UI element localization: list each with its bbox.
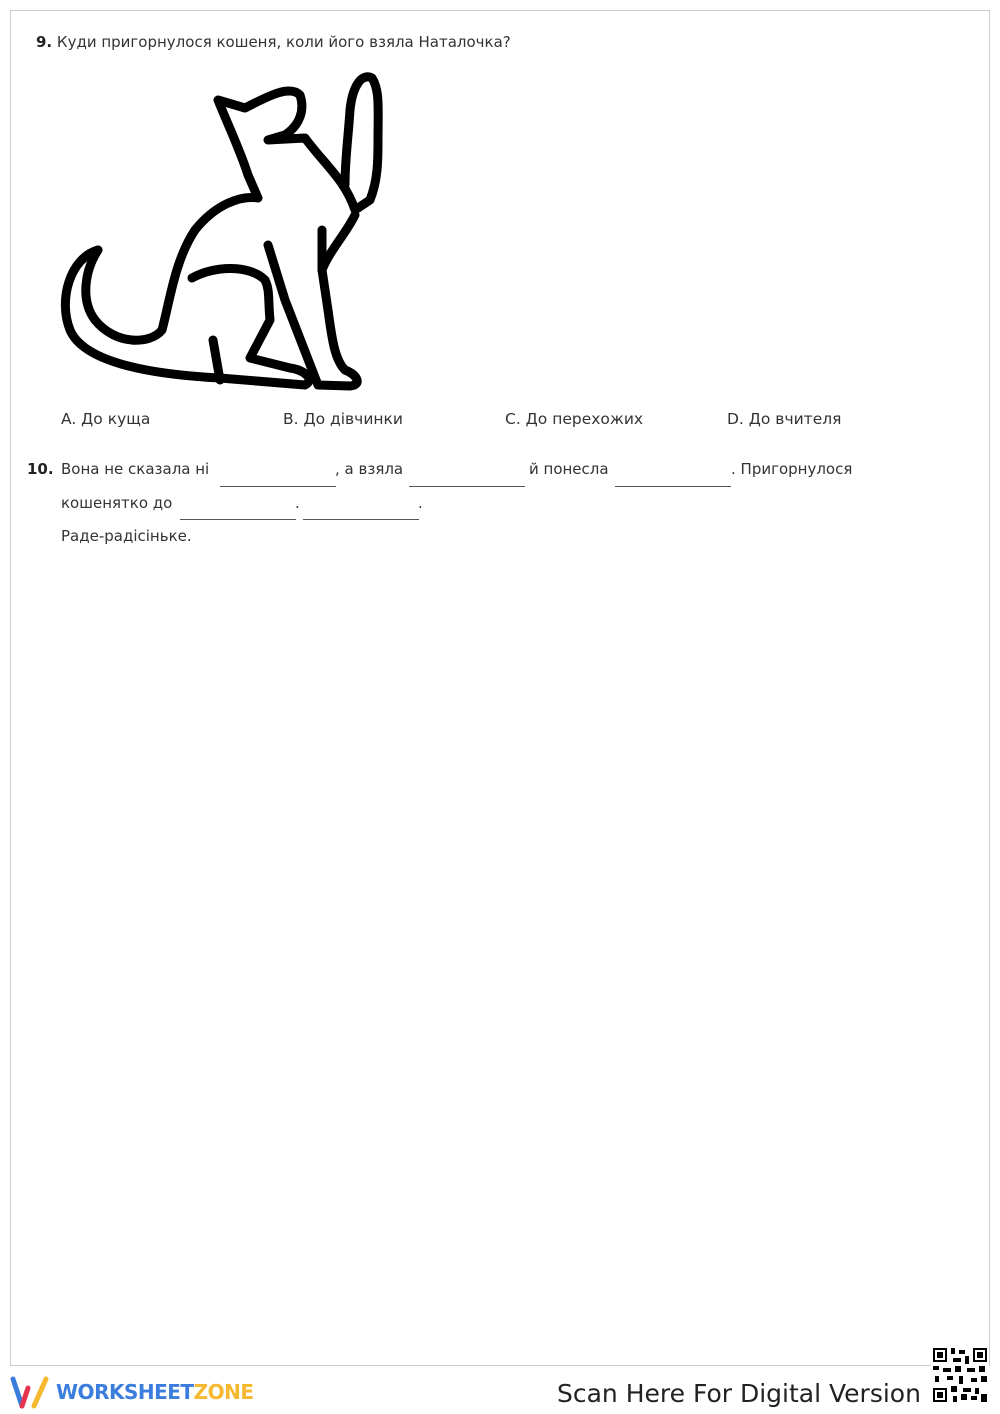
blank-3[interactable]: [615, 486, 731, 487]
blank-5[interactable]: [303, 519, 419, 520]
blank-4[interactable]: [180, 519, 296, 520]
worksheetzone-logo-icon: [10, 1376, 50, 1410]
option-c[interactable]: C. До перехожих: [505, 410, 644, 428]
qr-code-icon[interactable]: [931, 1346, 989, 1404]
q10-text-6: Раде-радісіньке.: [61, 527, 192, 545]
option-b[interactable]: B. До дівчинки: [283, 410, 403, 428]
blank-2[interactable]: [409, 486, 525, 487]
q10-text-1: Вона не сказала ні: [61, 460, 210, 478]
scan-label: Scan Here For Digital Version: [557, 1379, 921, 1408]
cat-illustration: [55, 68, 390, 398]
q10-text-5: кошенятко до: [61, 494, 173, 512]
question-9-text: Куди пригорнулося кошеня, коли його взяла Наталочка?: [56, 33, 511, 51]
question-9: 9. Куди пригорнулося кошеня, коли його взяла Наталочка?: [36, 33, 511, 51]
q10-dot-1: .: [295, 494, 300, 512]
q10-dot-2: .: [418, 494, 423, 512]
q10-text-3: й понесла: [529, 460, 609, 478]
option-a[interactable]: A. До куща: [61, 410, 151, 428]
blank-1[interactable]: [220, 486, 336, 487]
q10-text-2: , а взяла: [335, 460, 404, 478]
option-d[interactable]: D. До вчителя: [727, 410, 842, 428]
question-10-number: 10.: [27, 460, 54, 478]
q10-text-4: . Пригорнулося: [731, 460, 853, 478]
brand-name: WORKSHEETZONE: [56, 1380, 254, 1404]
